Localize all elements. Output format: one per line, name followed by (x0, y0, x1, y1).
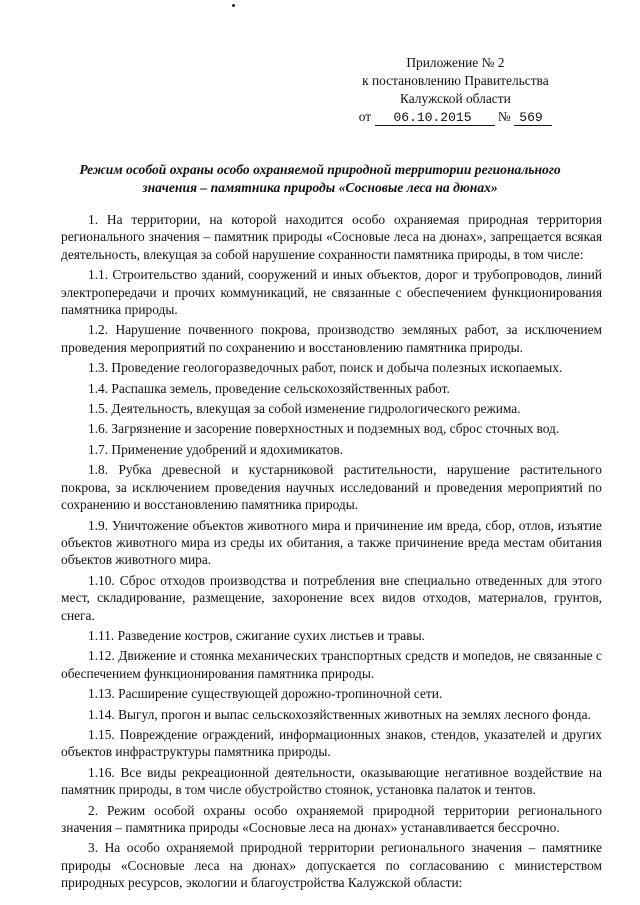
appendix-header (359, 54, 552, 126)
paragraph: 1.14. Выгул, прогон и выпас сельскохозяйственных животных на землях лесного фонда. (88, 706, 591, 722)
paragraph: 1.5. Деятельность, влекущая за собой изменение гидрологического режима. (88, 401, 521, 417)
paragraph: 1.2. Нарушение почвенного покрова, производство земляных работ, за исключением проведения мероприятий по сохранению и восстановлению памятника природы. (61, 322, 602, 355)
paragraph: 1. На территории, на которой находится особо охраняемая природная территория регионального значения – памятник природы «Сосновые леса на дюнах», запрещается всякая деятельность, влекущая за собой нарушение сохранности памятника природы, в том числе: (61, 212, 602, 262)
paragraph: 1.13. Расширение существующей дорожно-тропиночной сети. (88, 686, 443, 702)
paragraph: 1.11. Разведение костров, сжигание сухих листьев и травы. (88, 627, 425, 643)
appendix-region: Калужской области (399, 91, 511, 106)
appendix-date-number (359, 108, 552, 126)
date-prefix: от (358, 109, 372, 124)
paragraph: 1.3. Проведение геологоразведочных работ, поиск и добыча полезных ископаемых. (88, 360, 563, 376)
paragraph: 3. На особо охраняемой природной территории регионального значения – памятнике природы «Сосновые леса на дюнах» допускается по согласованию с министерством природных ресурсов, экологии и благоустройства Калужской области: (61, 840, 602, 891)
paragraph: 2. Режим особой охраны особо охраняемой природной территории регионального значения – памятника природы «Сосновые леса на дюнах» устанавливается бессрочно. (61, 802, 602, 835)
number-prefix: № (497, 109, 511, 124)
paragraph: 1.1. Строительство зданий, сооружений и иных объектов, дорог и трубопроводов, линий электропередачи и прочих коммуникаций, не связанные с обеспечением функционирования памятника природы. (61, 267, 602, 318)
document-title: Режим особой охраны особо охраняемой природной территории регионального значения – памятника природы «Сосновые леса на дюнах» (79, 162, 561, 195)
paragraph: 1.16. Все виды рекреационной деятельности, оказывающие негативное воздействие на памятник природы, в том числе обустройство стоянок, установка палаток и тентов. (61, 764, 602, 798)
resolution-number: 569 (514, 111, 552, 126)
appendix-resolution: к постановлению Правительства (362, 73, 549, 88)
paragraph: 1.15. Повреждение ограждений, информационных знаков, стендов, указателей и других объектов инфраструктуры памятника природы. (61, 726, 602, 760)
appendix-number: Приложение № 2 (406, 55, 505, 70)
paragraph: 1.12. Движение и стоянка механических транспортных средств и мопедов, не связанные с обеспечением функционирования памятника природы. (61, 648, 602, 681)
paragraph: 1.10. Сброс отходов производства и потребления вне специально отведенных для этого мест, складирование, размещение, захоронение всех видов отходов, материалов, грунтов, снега. (61, 572, 602, 623)
document-body (61, 211, 602, 892)
paragraph: 1.6. Загрязнение и засорение поверхностных и подземных вод, сброс сточных вод. (88, 421, 560, 437)
paragraph: 1.7. Применение удобрений и ядохимикатов. (88, 441, 344, 457)
paragraph: 1.9. Уничтожение объектов животного мира и причинение им вреда, сбор, отлов, изъятие объектов животного мира из среды их обитания, а также причинение вреда местам обитания объектов животного мира. (61, 517, 602, 568)
resolution-date: 06.10.2015 (375, 111, 495, 126)
scan-speck (232, 4, 235, 7)
paragraph: 1.8. Рубка древесной и кустарниковой растительности, нарушение растительного покрова, за исключением проведения научных исследований и проведения мероприятий по сохранению и восстановлению памятника природы. (61, 462, 602, 513)
paragraph: 1.4. Распашка земель, проведение сельскохозяйственных работ. (88, 380, 450, 396)
